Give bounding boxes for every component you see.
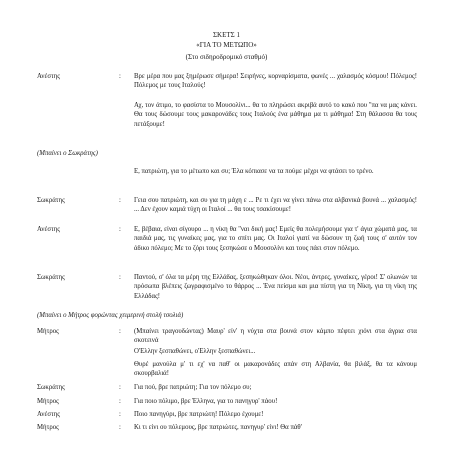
dialogue-text: Ποιο πανηγύρι, βρε πατριώτη! Πόλεμο έχουμε! [134, 411, 264, 418]
setting-note: (Στο σιδηροδρομικό σταθμό) [185, 53, 268, 61]
dialogue-line [37, 397, 417, 406]
dialogue-line [37, 423, 417, 432]
speaker-name: Ανέστης [37, 226, 60, 233]
dialogue-text: Ε, βέβαια, είναι σίγουρο ... η νίκη θα ''ναι δική μας! Εμείς θα πολεμήσουμε για τ' άγια χώματά μας, τα παιδιά μας, τις γυναίκες μας, για το σπίτι μας. Οι Ιταλοί γιατί να δώσουν τη ζωή τους σ' αυτόν τον άδικο πόλεμο; Με το ζόρι τους ξεσηκώσε ο Μουσολίνι και τους πάει στον πόλεμο. [134, 226, 417, 252]
dialogue-text: Κι τι είνι ου πόλεμους, βρε πατριώτες, πανηγυρ' είνι! Θα πάθ' [134, 424, 302, 431]
speaker-separator: : [119, 328, 121, 335]
scene-number: ΣΚΕΤΣ 1 [212, 31, 240, 39]
dialogue-line [37, 72, 417, 91]
speaker-separator: : [119, 274, 121, 281]
dialogue-text: Παντού, σ' όλα τα μέρη της Ελλάδας, ξεσηκώθηκαν όλοι. Νέοι, άντρες, γυναίκες, γέροι! Σ' ολωνών τα πρόσωπα βλέπεις ζωγραφισμένο το θάρρος ... Ένα πείσμα και μια πίστη για τη Νίκη, για τη νίκη της Ελλάδας! [134, 274, 417, 300]
speaker-separator: : [119, 424, 121, 431]
speaker-separator: : [119, 384, 121, 391]
dialogue-text: Για πού, βρε πατριώτη; Για τον πόλεμο συ; [134, 384, 252, 391]
dialogue-text: Γεια σου πατριώτη, και συ για τη μάχη ε ... Ρε τι έχει να γίνει πάνω στα αλβανικά βουνά ... χαλασμός! ... Δεν έχουν καμιά τύχη οι Ιταλοί ... θα τους τσακίσουμε! [134, 197, 417, 214]
dialogue-continuation: Ε, πατριώτη, για το μέτωπο και συ; Έλα κόπιασε να τα πούμε μέχρι να φτάσει το τρένο. [134, 168, 374, 175]
speaker-separator: : [119, 197, 121, 204]
dialogue-continuation: Αχ, τον άτιμο, το φασίστα το Μουσολίνι... θα το πληρώσει ακριβά αυτό το κακό που ''πα να μας κάνει. Θα τους δώσουμε τους μακαρονάδες τους Ιταλούς ένα μάθημα μα τι μάθημα! Στη θάλασσα θα τους πετάξουμε! [134, 102, 417, 128]
dialogue-text: Για ποιο πόλιμο, βρε Έλληνα, για το πανηγυρ' πάου! [134, 398, 278, 405]
speaker-name: Ανέστης [37, 411, 60, 418]
speaker-separator: : [119, 398, 121, 405]
speaker-separator: : [119, 73, 121, 80]
speaker-name: Σωκράτης [37, 384, 65, 391]
dialogue-line [37, 383, 417, 392]
speaker-name: Μήτρος [37, 328, 59, 335]
dialogue-line [37, 327, 417, 346]
dialogue-line [37, 273, 417, 301]
dialogue-text: Βρε μέρα που μας ξημέρωσε σήμερα! Σειρήνες, κορναρίσματα, φωνές ... χαλασμός κόσμου! Πόλεμος! Πόλεμος με τους Ιταλούς! [134, 73, 417, 90]
stage-direction: (Μπαίνει ο Σωκράτης) [37, 150, 98, 157]
dialogue-continuation: Θυρέ μανούλα μ' τι εχ' να παθ' οι μακαρονάδες απάν στη Αλβανία, θα βιλάξ, θα τα κάνουμ σκουρβαλιά! [134, 361, 417, 378]
speaker-separator: : [119, 411, 121, 418]
speaker-name: Μήτρος [37, 398, 59, 405]
dialogue-continuation: Ο'Ελλην ξεσπαθώνει, ο'Ελλην ξεσπαθώνει... [134, 348, 256, 355]
speaker-name: Σωκράτης [37, 274, 65, 281]
dialogue-text: (Μπαίνει τραγουδώντας) Μαυρ' είν' η νύχτα στα βουνά στον κάμπο πέφτει χιόνι στα άγρια στα σκοτεινά [134, 328, 417, 345]
speaker-name: Ανέστης [37, 73, 60, 80]
stage-direction: (Μπαίνει ο Μήτρος φορώντας χειμερινή στολή τσολιά) [37, 312, 184, 319]
dialogue-line [37, 225, 417, 253]
speaker-separator: : [119, 226, 121, 233]
speaker-name: Σωκράτης [37, 197, 65, 204]
speaker-name: Μήτρος [37, 424, 59, 431]
dialogue-line [37, 196, 417, 215]
dialogue-line [37, 410, 417, 419]
sketch-title: «ΓΙΑ ΤΟ ΜΕΤΩΠΟ» [196, 41, 257, 49]
